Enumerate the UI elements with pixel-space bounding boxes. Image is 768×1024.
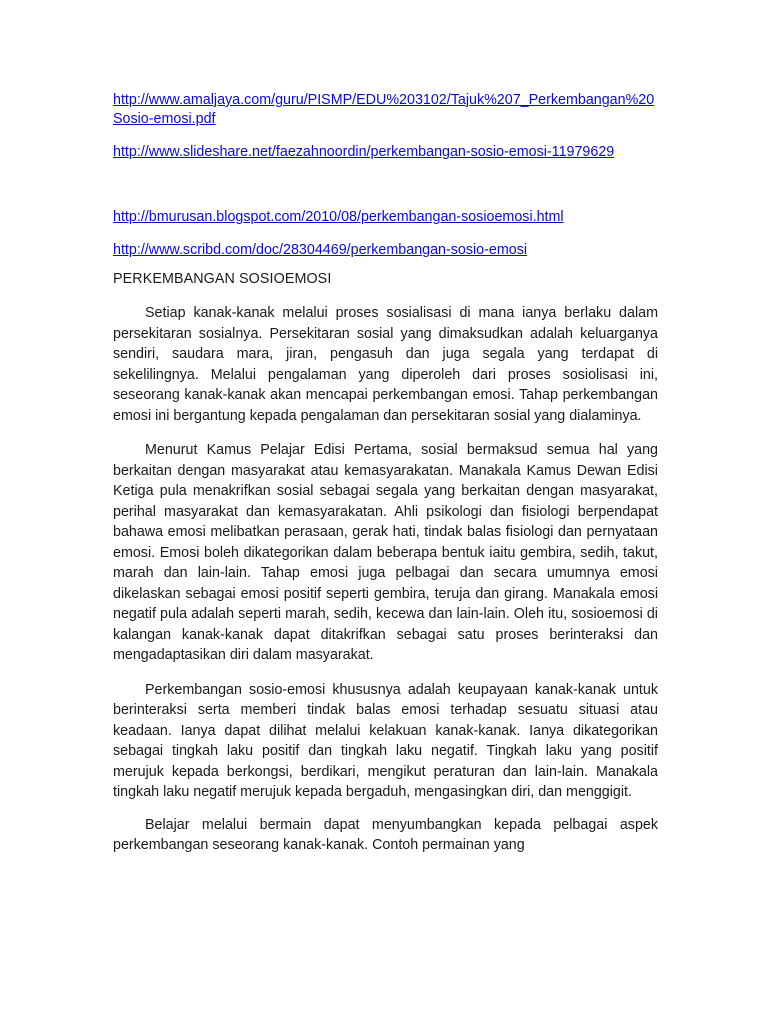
paragraph-3: Perkembangan sosio-emosi khususnya adalah keupayaan kanak-kanak untuk berinteraksi serta memberi tindak balas emosi terhadap sesuatu situasi atau keadaan. Ianya dapat dilihat melalui kelakuan kanak-kanak. Ianya dikategorikan sebagai tingkah laku positif dan tingkah laku negatif. Tingkah laku yang positif merujuk kepada berkongsi, berdikari, mengikut peraturan dan lain-lain. Manakala tingkah laku negatif merujuk kepada bergaduh, mengasingkan diri, dan menggigit. [113,681,658,800]
paragraph-1: Setiap kanak-kanak melalui proses sosialisasi di mana ianya berlaku dalam persekitaran sosialnya. Persekitaran sosial yang dimaksudkan adalah keluarganya sendiri, saudara mara, jiran, pengasuh dan juga segala yang terdapat di sekelilingnya. Melalui pengalaman yang diperoleh dari proses sosiolisasi ini, seseorang kanak-kanak akan mencapai perkembangan emosi. Tahap perkembangan emosi ini bergantung kepada pengalaman dan persekitaran sosial yang dialaminya. [113,305,658,424]
reference-link-scribd[interactable]: http://www.scribd.com/doc/28304469/perkembangan-sosio-emosi [113,242,528,258]
document-page [113,91,658,856]
paragraph-2: Menurut Kamus Pelajar Edisi Pertama, sosial bermaksud semua hal yang berkaitan dengan masyarakat atau kemasyarakatan. Manakala Kamus Dewan Edisi Ketiga pula menakrifkan sosial sebagai segala yang berkaitan dengan masyarakat, perihal masyarakat dan kemasyarakatan. Ahli psikologi dan fisiologi berpendapat bahawa emosi melibatkan perasaan, gerak hati, tindak balas fisiologi dan pernyataan emosi. Emosi boleh dikategorikan dalam beberapa bentuk iaitu gembira, sedih, takut, marah dan lain-lain. Tahap emosi juga pelbagai dan secara umumnya emosi dikelaskan sebagai emosi positif seperti gembira, teruja dan girang. Manakala emosi negatif pula adalah seperti marah, sedih, kecewa dan lain-lain. Oleh itu, sosioemosi di kalangan kanak-kanak dapat ditakrifkan sebagai satu proses berinteraksi dan mengadaptasikan diri dalam masyarakat. [113,442,658,663]
paragraph-4: Belajar melalui bermain dapat menyumbangkan kepada pelbagai aspek perkembangan seseorang kanak-kanak. Contoh permainan yang [113,816,658,853]
reference-link-amaljaya[interactable]: http://www.amaljaya.com/guru/PISMP/EDU%203102/Tajuk%207_Perkembangan%20Sosio-emosi.pdf [113,92,655,127]
section-heading: PERKEMBANGAN SOSIOEMOSI [113,271,332,287]
reference-link-blogspot[interactable]: http://bmurusan.blogspot.com/2010/08/perkembangan-sosioemosi.html [113,209,564,225]
reference-link-slideshare[interactable]: http://www.slideshare.net/faezahnoordin/perkembangan-sosio-emosi-11979629 [113,144,615,160]
